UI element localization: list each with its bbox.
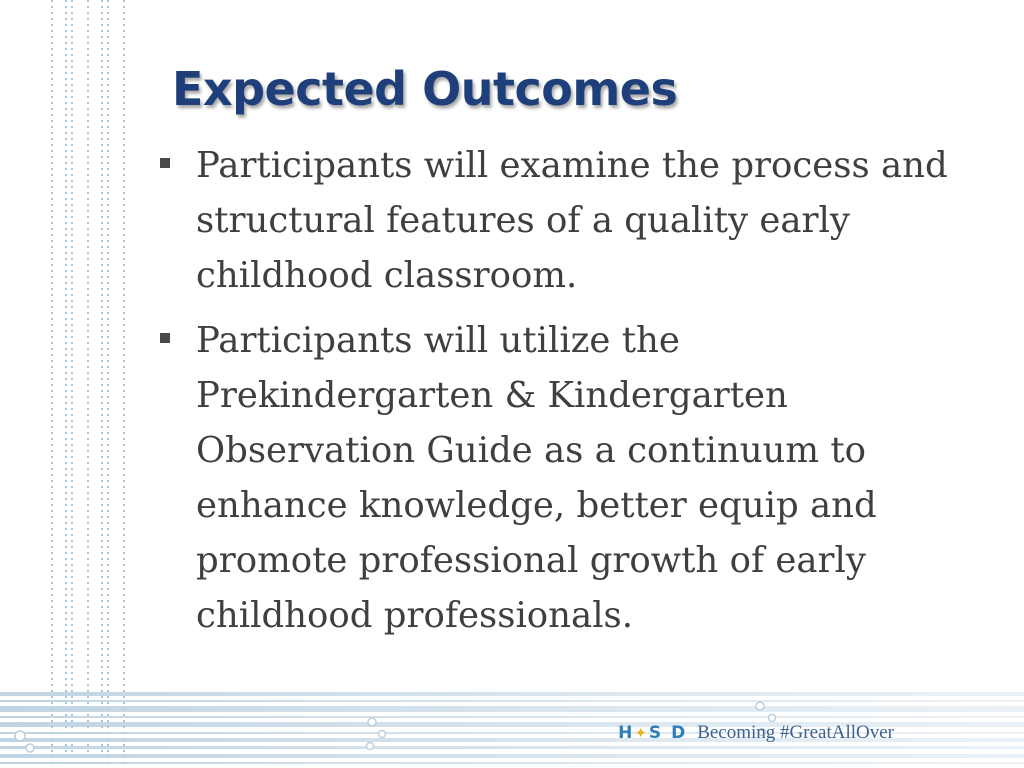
bullet-item: [158, 313, 958, 643]
bullet-item: [158, 138, 958, 303]
slide-title: Expected Outcomes: [172, 62, 678, 116]
square-bullet-icon: [160, 333, 170, 343]
square-bullet-icon: [160, 158, 170, 168]
footer-tagline: Becoming #GreatAllOver: [697, 722, 894, 743]
bullet-text: Participants will examine the process and structural features of a quality early childhood classroom.: [196, 145, 948, 296]
bullet-list: [158, 138, 958, 653]
hisd-logo: H✦S D: [618, 723, 688, 743]
footer-brand: [618, 722, 894, 744]
star-icon: ✦: [634, 724, 649, 742]
vertical-stripes-decoration: [0, 0, 140, 768]
bullet-text: Participants will utilize the Prekindergarten & Kindergarten Observation Guide as a continuum to enhance knowledge, better equip and promote professional growth of early childhood professionals.: [196, 320, 877, 636]
